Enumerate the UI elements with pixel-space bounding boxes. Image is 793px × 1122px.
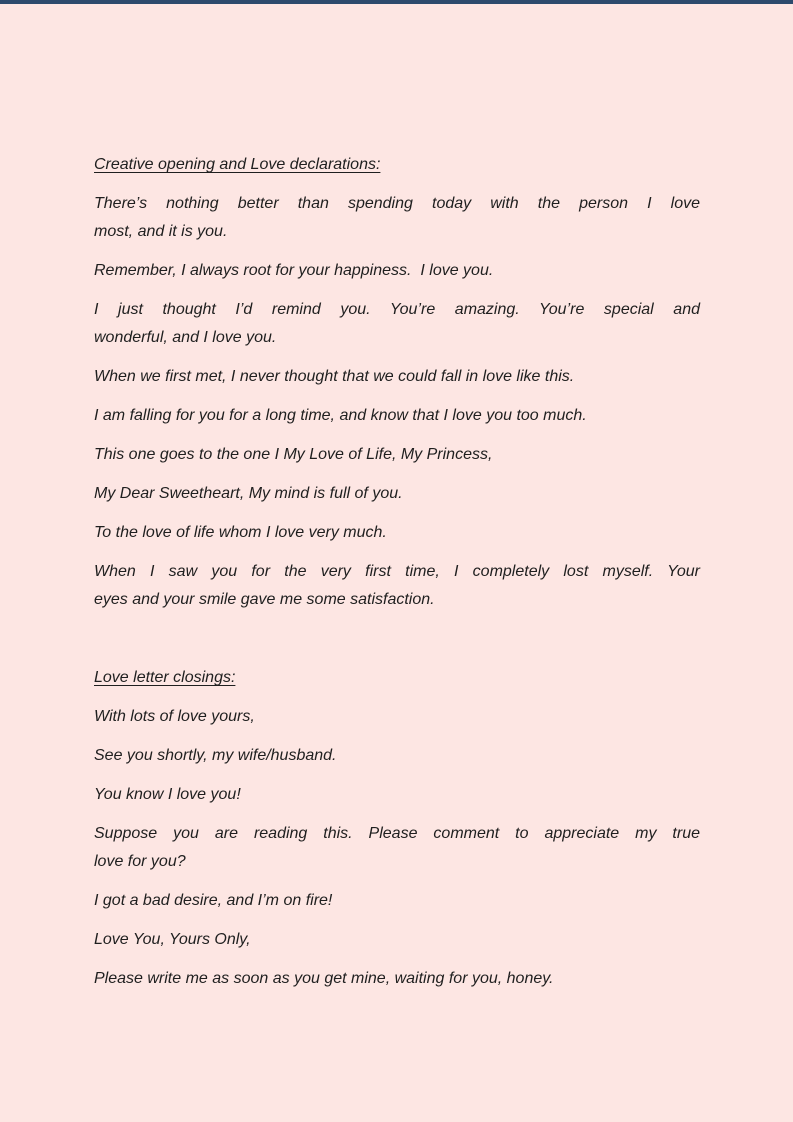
paragraph-line: love for you? xyxy=(94,853,186,870)
paragraph: I am falling for you for a long time, and know that I love you too much. xyxy=(94,407,587,424)
paragraph: My Dear Sweetheart, My mind is full of you. xyxy=(94,485,403,502)
paragraph: To the love of life whom I love very much. xyxy=(94,524,387,541)
paragraph-line: When I saw you for the very first time, I completely lost myself. Your xyxy=(94,563,700,580)
paragraph-line: There’s nothing better than spending today with the person I love xyxy=(94,195,700,212)
section-heading-declarations: Creative opening and Love declarations: xyxy=(94,156,381,173)
section-gap xyxy=(94,625,700,653)
document-page xyxy=(94,151,700,1004)
paragraph: I got a bad desire, and I’m on fire! xyxy=(94,892,333,909)
paragraph-line: Suppose you are reading this. Please comment to appreciate my true xyxy=(94,825,700,842)
paragraph xyxy=(94,820,700,876)
paragraph-line: most, and it is you. xyxy=(94,223,228,240)
paragraph-line: eyes and your smile gave me some satisfaction. xyxy=(94,591,435,608)
paragraph-line: I just thought I’d remind you. You’re amazing. You’re special and xyxy=(94,301,700,318)
paragraph: This one goes to the one I My Love of Life, My Princess, xyxy=(94,446,493,463)
paragraph: Please write me as soon as you get mine, waiting for you, honey. xyxy=(94,970,554,987)
paragraph: Love You, Yours Only, xyxy=(94,931,251,948)
paragraph xyxy=(94,558,700,614)
section-heading-closings: Love letter closings: xyxy=(94,669,236,686)
paragraph xyxy=(94,296,700,352)
paragraph-line: wonderful, and I love you. xyxy=(94,329,277,346)
paragraph xyxy=(94,190,700,246)
top-accent-bar xyxy=(0,0,793,4)
paragraph: You know I love you! xyxy=(94,786,241,803)
paragraph: See you shortly, my wife/husband. xyxy=(94,747,337,764)
paragraph: When we first met, I never thought that we could fall in love like this. xyxy=(94,368,575,385)
paragraph: Remember, I always root for your happiness. I love you. xyxy=(94,262,494,279)
paragraph: With lots of love yours, xyxy=(94,708,255,725)
